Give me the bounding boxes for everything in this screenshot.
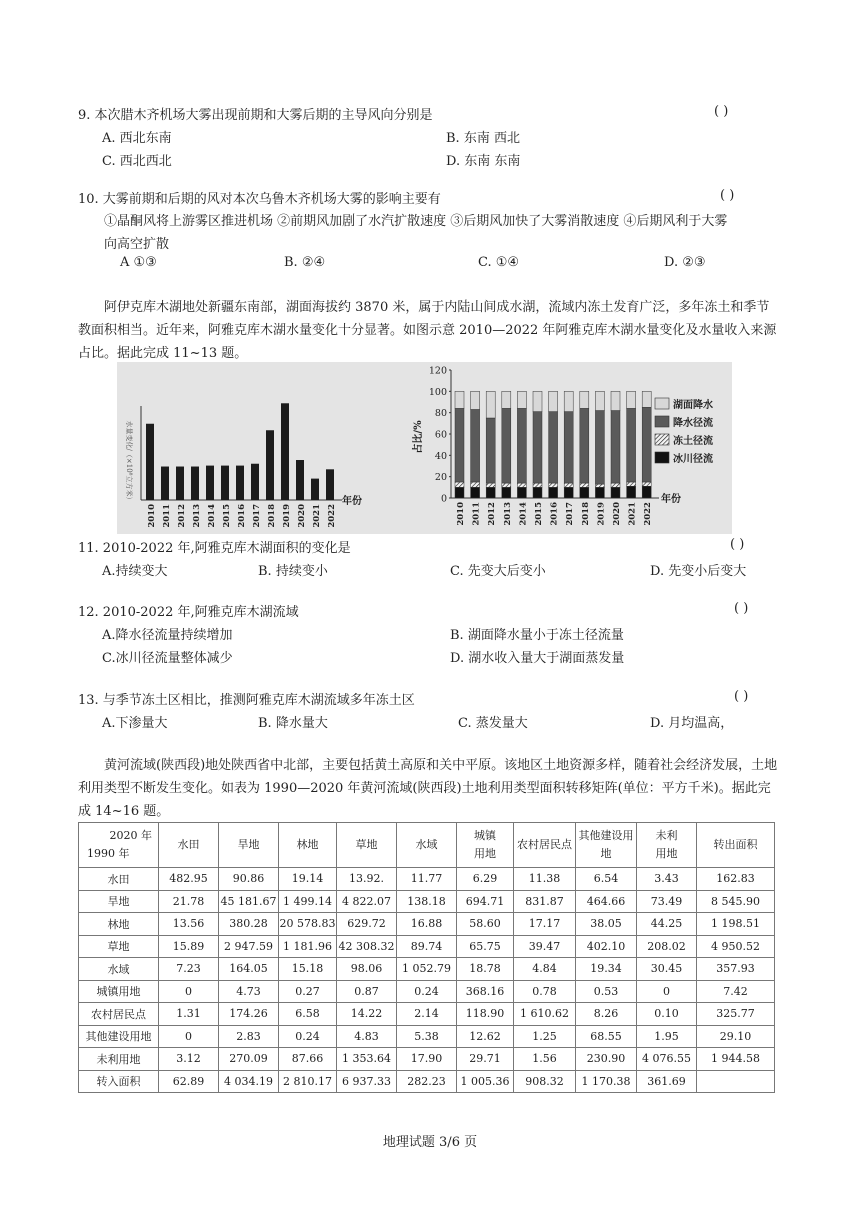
- chart2-bar-segment: [627, 486, 636, 498]
- chart2-bar-segment: [580, 487, 589, 498]
- table-corner-cell: [79, 823, 159, 868]
- chart2-bar-segment: [533, 487, 542, 498]
- table-header-text: 其他建设用: [578, 829, 634, 842]
- q9-option-c: C. 西北西北: [102, 154, 172, 169]
- table-cell: 13.56: [159, 913, 219, 936]
- table-cell: 4 950.52: [697, 935, 775, 958]
- table-cell: 0: [637, 980, 697, 1003]
- chart1-x-tick-label: 2015: [222, 504, 232, 528]
- chart1-bar: [251, 464, 259, 500]
- table-cell: 44.25: [637, 913, 697, 936]
- lake-water-figure: [117, 362, 732, 534]
- table-header-cell: [337, 823, 397, 868]
- table-cell: 2 810.17: [279, 1070, 337, 1093]
- q13-option-d: D. 月均温高，: [650, 716, 734, 731]
- table-row-label: 林地: [79, 913, 159, 936]
- table-cell: 17.90: [397, 1048, 457, 1071]
- chart1-bar: [206, 466, 214, 500]
- q13-option-b: B. 降水量大: [258, 716, 328, 731]
- chart2-bar-segment: [502, 487, 511, 498]
- chart1-bar: [146, 424, 154, 500]
- table-cell: 13.92.: [337, 868, 397, 891]
- table-cell: 7.42: [697, 980, 775, 1003]
- q9-option-a: A. 西北东南: [102, 131, 172, 146]
- chart2-y-tick-label: 20: [434, 472, 447, 484]
- table-header-text: 农村居民点: [517, 838, 572, 851]
- chart2-y-tick-label: 0: [440, 493, 447, 505]
- chart2-y-tick-label: 100: [428, 386, 447, 398]
- q10-statements-line1: ①晶酮风将上游雾区推进机场 ②前期风加剧了水汽扩散速度 ③后期风加快了大雾消散速度 ④后期风利于大雾: [104, 214, 728, 229]
- table-cell: 89.74: [397, 935, 457, 958]
- table-cell: 29.10: [697, 1025, 775, 1048]
- table-cell: 325.77: [697, 1003, 775, 1026]
- table-header-text: 用地: [655, 847, 678, 860]
- q12-option-c: C.冰川径流量整体减少: [102, 651, 233, 666]
- chart2-x-tick-label: 2010: [456, 502, 466, 526]
- chart2-x-tick-label: 2017: [565, 502, 576, 526]
- table-cell: 58.60: [457, 913, 514, 936]
- table-cell: 0.53: [576, 980, 637, 1003]
- table-cell: 1 181.96: [279, 935, 337, 958]
- q10-option-c: C. ①④: [478, 255, 520, 270]
- q12-stem: 12. 2010-2022 年,阿雅克库木湖流域: [78, 605, 299, 620]
- chart2-bar-segment: [486, 487, 495, 498]
- table-cell: 174.26: [219, 1003, 279, 1026]
- chart2-bar-segment: [642, 391, 651, 407]
- chart2-bar-segment: [517, 483, 526, 487]
- chart2-bar-segment: [642, 482, 651, 486]
- table-cell: 0.27: [279, 980, 337, 1003]
- table-row: [79, 935, 775, 958]
- q12-option-a: A.降水径流量持续增加: [102, 628, 233, 643]
- table-header-cell: [219, 823, 279, 868]
- chart2-bar-segment: [580, 391, 589, 408]
- table-row: [79, 890, 775, 913]
- q12-option-d: D. 湖水收入量大于湖面蒸发量: [450, 651, 625, 666]
- table-cell: 357.93: [697, 958, 775, 981]
- table-cell: 908.32: [514, 1070, 576, 1093]
- chart1-x-label: 年份: [342, 496, 362, 507]
- table-cell: 629.72: [337, 913, 397, 936]
- chart2-legend-swatch: [655, 398, 669, 409]
- table-cell: 1 005.36: [457, 1070, 514, 1093]
- table-row-label: 转入面积: [79, 1070, 159, 1093]
- table-cell: 1.31: [159, 1003, 219, 1026]
- table-cell: 464.66: [576, 890, 637, 913]
- chart1-x-tick-label: 2013: [192, 504, 202, 528]
- chart1-bar: [161, 467, 169, 500]
- table-row: [79, 1048, 775, 1071]
- table-cell: 1 170.38: [576, 1070, 637, 1093]
- table-cell: 1 052.79: [397, 958, 457, 981]
- chart2-bar-segment: [517, 408, 526, 483]
- chart2-y-tick-label: 60: [434, 429, 447, 441]
- chart2-bar-segment: [486, 391, 495, 418]
- table-cell: 0: [159, 980, 219, 1003]
- table-cell: 164.05: [219, 958, 279, 981]
- chart2-bar-segment: [642, 407, 651, 482]
- chart1-x-tick-label: 2012: [177, 504, 187, 528]
- chart1-bar: [326, 469, 334, 500]
- chart1-x-tick-label: 2017: [252, 504, 262, 528]
- table-cell: 39.47: [514, 935, 576, 958]
- chart2-bar-segment: [549, 391, 558, 411]
- table-cell: 4.83: [337, 1025, 397, 1048]
- chart2-bar-segment: [455, 482, 464, 487]
- chart2-legend-swatch: [655, 434, 669, 445]
- table-cell: 1 499.14: [279, 890, 337, 913]
- table-cell: 17.17: [514, 913, 576, 936]
- table-cell: 14.22: [337, 1003, 397, 1026]
- chart2-bar-segment: [580, 408, 589, 483]
- table-row: [79, 868, 775, 891]
- table-cell: 2.14: [397, 1003, 457, 1026]
- table-row: [79, 980, 775, 1003]
- chart2-bar-segment: [502, 408, 511, 483]
- chart1-bar: [191, 467, 199, 500]
- chart2-bar-segment: [611, 391, 620, 410]
- chart2-bar-segment: [627, 482, 636, 486]
- q13-option-c: C. 蒸发量大: [458, 716, 528, 731]
- chart2-bar-segment: [502, 391, 511, 408]
- q11-option-b: B. 持续变小: [258, 564, 328, 579]
- chart2-legend-label: 湖面降水: [673, 400, 713, 411]
- q9-option-d: D. 东南 东南: [446, 154, 521, 169]
- chart2-legend-swatch: [655, 416, 669, 427]
- table-row-label: 水田: [79, 868, 159, 891]
- chart1-x-tick-label: 2020: [297, 504, 307, 528]
- q10-stem: 10. 大雾前期和后期的风对本次乌鲁木齐机场大雾的影响主要有: [78, 192, 441, 207]
- q10-answer-paren: ( ): [720, 188, 735, 203]
- chart2-x-tick-label: 2018: [580, 502, 591, 526]
- table-row: [79, 1025, 775, 1048]
- table-cell: 15.89: [159, 935, 219, 958]
- chart1-bar: [176, 467, 184, 500]
- table-header-text: 转出面积: [713, 838, 758, 851]
- table-row-label: 城镇用地: [79, 980, 159, 1003]
- chart2-bar-segment: [533, 412, 542, 483]
- table-header-cell: [576, 823, 637, 868]
- table-cell: 3.43: [637, 868, 697, 891]
- chart2-bar-segment: [595, 411, 604, 485]
- chart1-x-tick-label: 2011: [162, 504, 172, 528]
- chart2-x-tick-label: 2011: [471, 502, 482, 526]
- chart1-bar: [311, 479, 319, 500]
- chart2-bar-segment: [627, 391, 636, 408]
- chart2-x-label: 年份: [661, 494, 681, 505]
- table-header-text: 水域: [415, 838, 438, 851]
- table-cell: 19.34: [576, 958, 637, 981]
- chart2-bar-segment: [549, 412, 558, 483]
- chart2-y-tick-label: 80: [434, 408, 447, 420]
- table-cell: 30.45: [637, 958, 697, 981]
- table-cell: 138.18: [397, 890, 457, 913]
- table-cell: 1 610.62: [514, 1003, 576, 1026]
- table-cell: 62.89: [159, 1070, 219, 1093]
- table-cell: 1.56: [514, 1048, 576, 1071]
- chart2-bar-segment: [471, 482, 480, 487]
- table-cell: 65.75: [457, 935, 514, 958]
- table-header-text: 用地: [474, 847, 496, 860]
- table-cell: 98.06: [337, 958, 397, 981]
- table-cell: 12.62: [457, 1025, 514, 1048]
- table-cell: 19.14: [279, 868, 337, 891]
- table-cell: 270.09: [219, 1048, 279, 1071]
- chart2-bar-segment: [517, 391, 526, 408]
- table-cell: 482.95: [159, 868, 219, 891]
- chart1-x-tick-label: 2010: [147, 504, 157, 528]
- q13-option-a: A.下渗量大: [102, 716, 168, 731]
- chart2-bar-segment: [455, 391, 464, 408]
- q11-option-c: C. 先变大后变小: [450, 564, 546, 579]
- chart2-bar-segment: [642, 486, 651, 498]
- table-cell: 0.10: [637, 1003, 697, 1026]
- chart2-bar-segment: [611, 483, 620, 487]
- chart2-bar-segment: [595, 391, 604, 410]
- chart2-y-tick-label: 40: [434, 450, 447, 462]
- table-header-text: 水田: [177, 838, 200, 851]
- chart2-legend-label: 冻土径流: [673, 436, 713, 447]
- corner-label-1990: 1990 年: [87, 847, 130, 860]
- table-row-label: 农村居民点: [79, 1003, 159, 1026]
- table-cell: 282.23: [397, 1070, 457, 1093]
- table-cell: 68.55: [576, 1025, 637, 1048]
- chart2-bar-segment: [595, 484, 604, 487]
- table-cell: 29.71: [457, 1048, 514, 1071]
- chart2-x-tick-label: 2019: [596, 502, 607, 526]
- chart1-x-tick-label: 2014: [207, 504, 217, 528]
- table-cell: 0.78: [514, 980, 576, 1003]
- chart2-x-tick-label: 2020: [612, 502, 622, 526]
- chart2-bar-segment: [564, 483, 573, 487]
- table-cell: 87.66: [279, 1048, 337, 1071]
- chart1-y-label: 水量变化/（×10⁸立方米）: [125, 420, 133, 504]
- table-cell: 18.78: [457, 958, 514, 981]
- table-cell: 42 308.32: [337, 935, 397, 958]
- land-transfer-matrix: [78, 822, 775, 1093]
- table-header-text: 草地: [355, 838, 378, 851]
- chart1-bar: [236, 466, 244, 500]
- q11-answer-paren: ( ): [730, 537, 745, 552]
- chart2-bar-segment: [502, 483, 511, 487]
- q10-option-d: D. ②③: [664, 255, 706, 270]
- table-cell: 6.29: [457, 868, 514, 891]
- table-cell: 694.71: [457, 890, 514, 913]
- chart2-bar-segment: [611, 487, 620, 498]
- table-cell: 368.16: [457, 980, 514, 1003]
- chart2-legend-label: 降水径流: [673, 418, 713, 429]
- chart2-y-label: 占比/%: [413, 420, 424, 454]
- table-row: [79, 1070, 775, 1093]
- table-cell: 402.10: [576, 935, 637, 958]
- table-cell: 45 181.67: [219, 890, 279, 913]
- chart2-bar-segment: [517, 487, 526, 498]
- chart2-bar-segment: [627, 408, 636, 482]
- table-cell: 0.24: [397, 980, 457, 1003]
- table-cell: 3.12: [159, 1048, 219, 1071]
- chart2-bar-segment: [486, 483, 495, 487]
- table-row: [79, 913, 775, 936]
- chart2-bar-segment: [471, 487, 480, 498]
- chart2-x-tick-label: 2016: [549, 502, 560, 526]
- chart2-bar-segment: [486, 418, 495, 483]
- table-header-cell: [279, 823, 337, 868]
- q11-option-d: D. 先变小后变大: [650, 564, 747, 579]
- q10-option-b: B. ②④: [284, 255, 326, 270]
- table-cell: 11.38: [514, 868, 576, 891]
- table-cell: 6 937.33: [337, 1070, 397, 1093]
- table-cell: 6.54: [576, 868, 637, 891]
- q10-option-a: A ①③: [120, 255, 157, 270]
- table-cell: 4 822.07: [337, 890, 397, 913]
- table-row: [79, 1003, 775, 1026]
- chart1-bar: [266, 430, 274, 500]
- chart2-bar-segment: [549, 487, 558, 498]
- table-cell: 208.02: [637, 935, 697, 958]
- table-cell: 118.90: [457, 1003, 514, 1026]
- table-cell: 230.90: [576, 1048, 637, 1071]
- table-header-cell: [637, 823, 697, 868]
- chart1-x-tick-label: 2022: [327, 504, 337, 528]
- table-cell: 162.83: [697, 868, 775, 891]
- chart2-y-tick-label: 120: [428, 365, 447, 377]
- passage-lake: 阿伊克库木湖地处新疆东南部，湖面海拔约 3870 米，属于内陆山间成水湖，流域内冻土发育广泛，多年冻土和季节教面积相当。近年来，阿雅克库木湖水量变化十分显著。如图示意 2010—2022 年阿雅克库木湖水量变化及水量收入来源占比。据此完成 11~13 题。: [78, 300, 777, 361]
- chart1-bar: [296, 460, 304, 500]
- table-header-cell: [514, 823, 576, 868]
- chart2-bar-segment: [455, 408, 464, 482]
- table-cell: 6.58: [279, 1003, 337, 1026]
- chart2-legend-label: 冰川径流: [673, 454, 713, 465]
- chart2-x-tick-label: 2013: [502, 502, 513, 526]
- chart1-bar: [281, 403, 289, 500]
- table-cell: 361.69: [637, 1070, 697, 1093]
- table-cell: 16.88: [397, 913, 457, 936]
- table-cell: 5.38: [397, 1025, 457, 1048]
- page-footer: 地理试题 3/6 页: [382, 1135, 478, 1150]
- table-row-label: 草地: [79, 935, 159, 958]
- chart2-bar-segment: [611, 411, 620, 484]
- table-cell: 4 076.55: [637, 1048, 697, 1071]
- q13-stem: 13. 与季节冻土区相比，推测阿雅克库木湖流域多年冻土区: [78, 693, 415, 708]
- q9-answer-paren: ( ): [714, 104, 729, 119]
- table-cell: 4.73: [219, 980, 279, 1003]
- table-header-text: 未利: [655, 829, 678, 842]
- q11-option-a: A.持续变大: [102, 564, 168, 579]
- table-cell: 1 944.58: [697, 1048, 775, 1071]
- chart2-bar-segment: [549, 483, 558, 487]
- q9-option-b: B. 东南 西北: [446, 131, 520, 146]
- chart2-x-tick-label: 2012: [487, 502, 498, 526]
- q10-statements-line2: 向高空扩散: [104, 237, 170, 252]
- table-cell: 8.26: [576, 1003, 637, 1026]
- table-cell: 1.25: [514, 1025, 576, 1048]
- chart2-bar-segment: [580, 483, 589, 487]
- chart1-x-tick-label: 2018: [267, 504, 277, 528]
- table-header-cell: [457, 823, 514, 868]
- chart2-legend-swatch: [655, 452, 669, 463]
- chart2-bar-segment: [564, 391, 573, 411]
- q13-answer-paren: ( ): [734, 689, 749, 704]
- table-cell: 20 578.83: [279, 913, 337, 936]
- table-cell: 11.77: [397, 868, 457, 891]
- table-cell: 380.28: [219, 913, 279, 936]
- q11-stem: 11. 2010-2022 年,阿雅克库木湖面积的变化是: [78, 541, 351, 556]
- chart1-x-tick-label: 2016: [237, 504, 247, 528]
- table-cell: 38.05: [576, 913, 637, 936]
- chart2-x-tick-label: 2015: [534, 502, 544, 526]
- table-cell: 15.18: [279, 958, 337, 981]
- table-cell: 8 545.90: [697, 890, 775, 913]
- chart1-x-tick-label: 2021: [312, 504, 322, 528]
- passage-yellow-river: 黄河流域(陕西段)地处陕西省中北部，主要包括黄土高原和关中平原。该地区土地资源多样，随着社会经济发展，土地利用类型不断发生变化。如表为 1990—2020 年黄河流域(陕西段)土地利用类型面积转移矩阵(单位：平方千米)。据此完成 14~16 题。: [78, 758, 778, 819]
- table-header-cell: [397, 823, 457, 868]
- table-header-text: 城镇: [474, 829, 496, 842]
- table-cell: 1 353.64: [337, 1048, 397, 1071]
- table-cell: 73.49: [637, 890, 697, 913]
- table-cell: 0: [159, 1025, 219, 1048]
- table-cell: 1 198.51: [697, 913, 775, 936]
- table-row-label: 其他建设用地: [79, 1025, 159, 1048]
- chart1-bar: [221, 466, 229, 500]
- chart2-bar-segment: [533, 391, 542, 411]
- table-cell: 1.95: [637, 1025, 697, 1048]
- q12-option-b: B. 湖面降水量小于冻土径流量: [450, 628, 624, 643]
- table-row: [79, 958, 775, 981]
- table-cell: 831.87: [514, 890, 576, 913]
- chart2-x-tick-label: 2021: [627, 502, 638, 526]
- table-cell: 0.87: [337, 980, 397, 1003]
- table-cell: 21.78: [159, 890, 219, 913]
- table-cell: 0.24: [279, 1025, 337, 1048]
- chart2-bar-segment: [471, 391, 480, 409]
- chart2-bar-segment: [564, 487, 573, 498]
- q12-answer-paren: ( ): [734, 601, 749, 616]
- lake-charts: [117, 362, 732, 534]
- table-header-cell: [159, 823, 219, 868]
- chart2-bar-segment: [595, 487, 604, 498]
- table-cell: 2 947.59: [219, 935, 279, 958]
- chart2-bar-segment: [533, 483, 542, 487]
- chart2-bar-segment: [564, 412, 573, 483]
- chart2-bar-segment: [471, 409, 480, 482]
- table-header-text: 地: [600, 847, 612, 860]
- table-row-label: 旱地: [79, 890, 159, 913]
- table-header-text: 旱地: [237, 838, 260, 851]
- chart1-x-tick-label: 2019: [282, 504, 292, 528]
- table-row-label: 水域: [79, 958, 159, 981]
- table-cell: 7.23: [159, 958, 219, 981]
- table-cell: 90.86: [219, 868, 279, 891]
- chart2-x-tick-label: 2014: [518, 502, 529, 526]
- table-cell: 2.83: [219, 1025, 279, 1048]
- table-header-cell: [697, 823, 775, 868]
- table-cell: 4 034.19: [219, 1070, 279, 1093]
- chart2-x-tick-label: 2022: [643, 502, 654, 526]
- table-cell: [697, 1070, 775, 1093]
- chart2-bar-segment: [455, 487, 464, 498]
- q9-stem: 9. 本次腊木齐机场大雾出现前期和大雾后期的主导风向分别是: [78, 108, 433, 123]
- corner-label-2020: 2020 年: [109, 829, 152, 842]
- table-header-text: 林地: [296, 838, 319, 851]
- table-row-label: 未利用地: [79, 1048, 159, 1071]
- table-cell: 4.84: [514, 958, 576, 981]
